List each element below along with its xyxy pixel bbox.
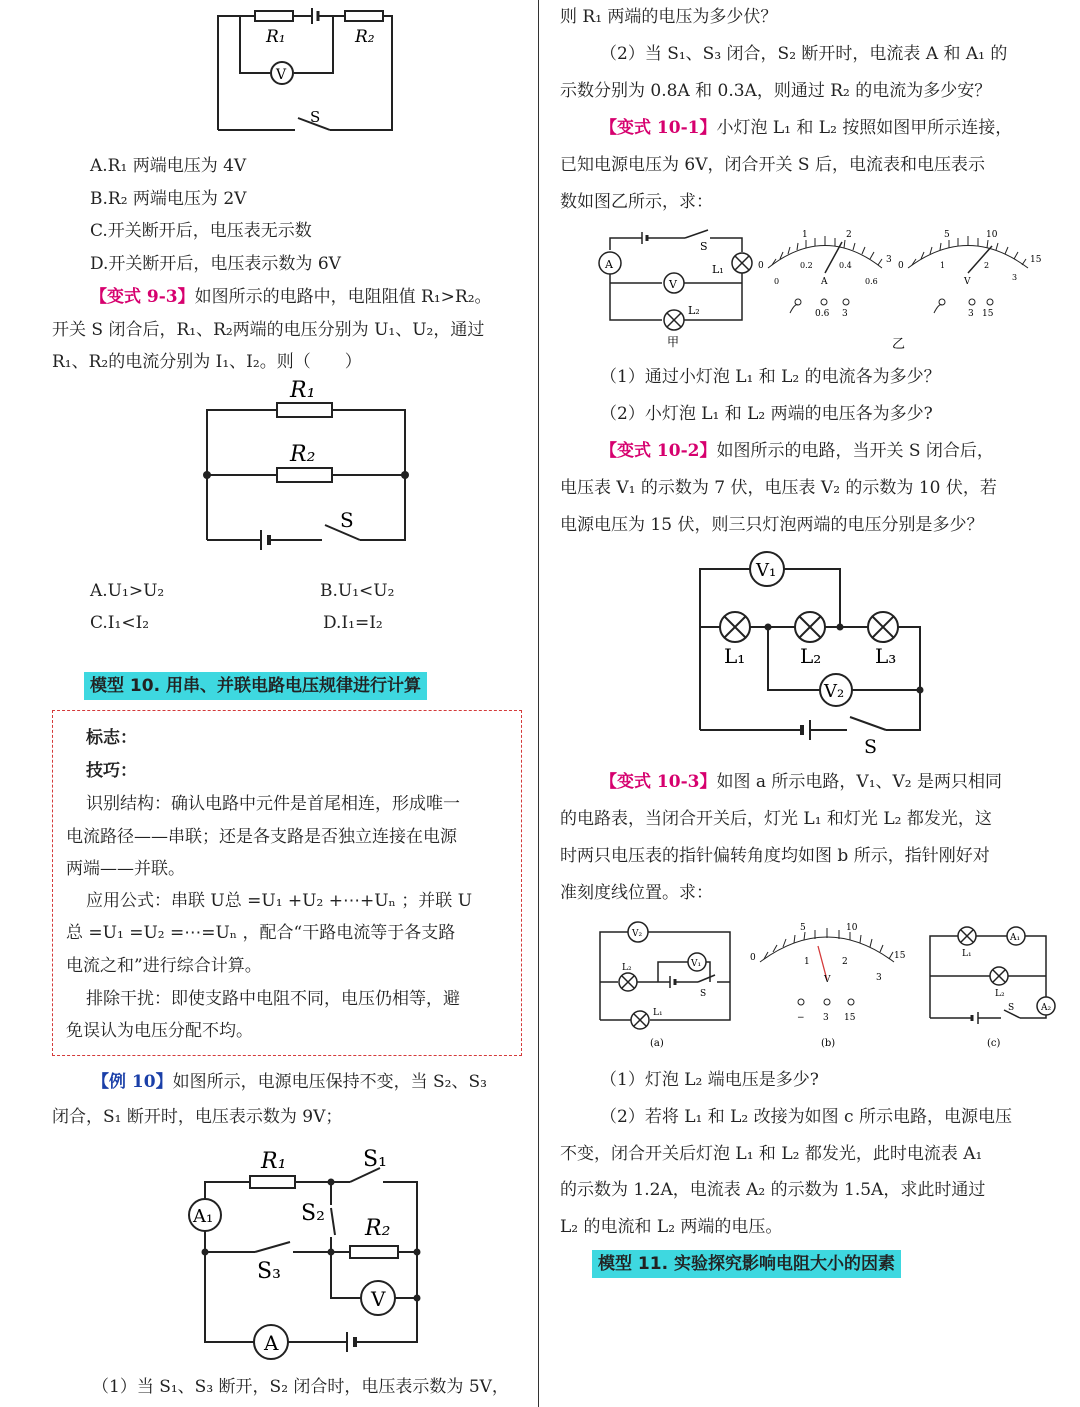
circuit-figure-9-3 (195, 375, 415, 555)
var-10-1-q2: （2）小灯泡 L₁ 和 L₂ 两端的电压各为多少? (600, 404, 933, 424)
circuit-figure-9-2 (200, 0, 410, 140)
option-c: C.I₁<I₂ (90, 613, 150, 633)
var-10-3-text1: 如图 a 所示电路，V₁、V₂ 是两只相同 (716, 772, 1002, 792)
model-10-title: 模型 10. 用串、并联电路电压规律进行计算 (84, 672, 427, 700)
ammeter-tick: 3 (886, 255, 892, 265)
option-a: A.R₁ 两端电压为 4V (90, 156, 247, 176)
dial-unit: V (824, 975, 831, 985)
voltmeter-v1-label: V₁ (756, 560, 777, 581)
option-d: D.I₁=I₂ (323, 613, 383, 633)
example-10-cont: 则 R₁ 两端的电压为多少伏？ (560, 7, 778, 27)
ammeter-tick: 1 (802, 230, 808, 240)
var-10-1-tag: 【变式 10-1】 (600, 118, 717, 138)
lamp-l1-label: L₁ (724, 644, 746, 668)
var-10-3-tag: 【变式 10-3】 (600, 772, 717, 792)
ammeter-tick-lower: 0 (774, 277, 780, 286)
voltmeter-unit: V (964, 277, 971, 287)
voltmeter-tick: 15 (1030, 255, 1042, 265)
column-divider (538, 0, 539, 1407)
tips-line: 应用公式：串联 U总 =U₁ +U₂ +⋯+Uₙ ；并联 U (86, 891, 473, 911)
dial-tick: 5 (800, 923, 806, 933)
voltmeter-tick: 5 (944, 230, 950, 240)
ammeter-tick-lower: 0.6 (865, 277, 878, 286)
caption-b: (b) (821, 1038, 836, 1049)
dial-tick: 15 (894, 951, 906, 961)
label-r1: R₁ (290, 378, 316, 403)
label-r1: R₁ (266, 27, 286, 47)
example-10-line2: 闭合，S₁ 断开时，电压表示数为 9V； (52, 1107, 343, 1127)
example-10-text1: 如图所示，电源电压保持不变，当 S₂、S₃ (172, 1072, 487, 1092)
dial-terminal: 3 (823, 1013, 829, 1023)
ammeter-tick: 2 (846, 230, 852, 240)
voltmeter-label: V (276, 67, 287, 83)
dial-tick: 10 (846, 923, 858, 933)
switch-label: S (700, 989, 707, 999)
var-10-2-line3: 电源电压为 15 伏，则三只灯泡两端的电压分别是多少？ (560, 515, 984, 535)
example-10-tag: 【例 10】 (92, 1072, 173, 1092)
dial-tick-lower: 2 (842, 957, 848, 967)
var-10-1-line1 (600, 116, 1012, 140)
var-10-3-line4: 准刻度线位置。求： (560, 883, 713, 903)
tips-line: 电流之和”进行综合计算。 (66, 956, 262, 976)
voltmeter-tick-lower: 1 (940, 261, 946, 270)
label-s1: S₁ (363, 1147, 387, 1172)
dial-tick: 0 (750, 953, 756, 963)
var-9-3-text1: 如图所示的电路中，电阻阻值 R₁>R₂。 (194, 287, 492, 307)
tips-line: 电流路径——串联；还是各支路是否独立连接在电源 (66, 827, 457, 847)
lamp-l1-label: L₁ (712, 263, 724, 276)
voltmeter-v2-label: V₂ (632, 929, 643, 939)
voltmeter-v1-label: V₁ (691, 959, 702, 969)
var-10-1-text1: 小灯泡 L₁ 和 L₂ 按照如图甲所示连接， (716, 118, 1013, 138)
switch-label: S (864, 736, 878, 758)
circuit-figure-10-2 (690, 555, 930, 758)
tips-sign-label: 标志： (86, 728, 137, 748)
ammeter-terminal: 3 (842, 309, 848, 319)
circuit-figure-10-3 (590, 920, 1065, 1055)
lamp-l3-label: L₃ (875, 644, 897, 668)
var-10-3-q2-line4: L₂ 的电流和 L₂ 两端的电压。 (560, 1217, 783, 1237)
ammeter-tick-lower: 0.2 (800, 261, 813, 270)
lamp-l1-label: L₁ (653, 1008, 663, 1018)
voltmeter-terminal: 15 (982, 309, 994, 319)
model-11-title: 模型 11. 实验探究影响电阻大小的因素 (592, 1250, 901, 1278)
var-10-3-q2-line3: 的示数为 1.2A，电流表 A₂ 的示数为 1.5A，求此时通过 (560, 1180, 986, 1200)
example-10-line1 (92, 1070, 487, 1094)
label-s3: S₃ (257, 1259, 281, 1284)
example-10-q2: （2）当 S₁、S₃ 闭合，S₂ 断开时，电流表 A 和 A₁ 的 (600, 44, 1008, 64)
var-10-3-line2: 的电路表，当闭合开关后，灯光 L₁ 和灯光 L₂ 都发光，这 (560, 809, 992, 829)
voltmeter-tick: 0 (898, 261, 904, 271)
voltmeter-tick-lower: 2 (984, 261, 990, 270)
tips-skill-label: 技巧： (86, 761, 137, 781)
var-10-1-line2: 已知电源电压为 6V，闭合开关 S 后，电流表和电压表示 (560, 155, 985, 175)
ammeter-a2-label: A₂ (1041, 1003, 1052, 1013)
ammeter-label: A (605, 258, 613, 271)
voltmeter-tick-lower: 3 (1012, 273, 1018, 282)
var-9-3-line3: R₁、R₂的电流分别为 I₁、I₂。则（ ） (52, 352, 362, 372)
var-9-3-tag: 【变式 9-3】 (90, 287, 195, 307)
switch-label: S (1008, 1003, 1015, 1013)
lamp-l2-label: L₂ (800, 644, 822, 668)
var-10-3-q2: （2）若将 L₁ 和 L₂ 改接为如图 c 所示电路，电源电压 (600, 1107, 1012, 1127)
tips-line: 两端——并联。 (66, 859, 185, 879)
lamp-l2-label: L₂ (688, 304, 700, 317)
figure-jia-label: 甲 (667, 335, 680, 349)
voltmeter-tick: 10 (986, 230, 998, 240)
option-d: D.开关断开后，电压表示数为 6V (90, 254, 341, 274)
var-9-3-line2: 开关 S 闭合后，R₁、R₂两端的电压分别为 U₁、U₂，通过 (52, 320, 485, 340)
voltmeter-v2-label: V₂ (824, 681, 845, 702)
caption-c: (c) (987, 1038, 1001, 1049)
dial-tick-lower: 3 (876, 973, 882, 983)
example-10-q1: （1）当 S₁、S₃ 断开，S₂ 闭合时，电压表示数为 5V， (92, 1377, 509, 1397)
var-10-3-line1 (600, 770, 1002, 794)
lamp-l2-label: L₂ (995, 989, 1005, 999)
option-c: C.开关断开后，电压表无示数 (90, 221, 312, 241)
tips-line: 识别结构：确认电路中元件是首尾相连，形成唯一 (86, 794, 460, 814)
ammeter-a1-label: A₁ (193, 1206, 214, 1227)
caption-a: (a) (650, 1038, 664, 1049)
var-10-1-q1: （1）通过小灯泡 L₁ 和 L₂ 的电流各为多少？ (600, 367, 941, 387)
var-10-2-tag: 【变式 10-2】 (600, 441, 717, 461)
lamp-l1-label: L₁ (962, 949, 972, 959)
dial-terminal: 15 (844, 1013, 856, 1023)
var-10-3-q2-line2: 不变，闭合开关后灯泡 L₁ 和 L₂ 都发光，此时电流表 A₁ (560, 1144, 983, 1164)
var-10-2-line1 (600, 439, 994, 463)
label-r2: R₂ (355, 27, 375, 47)
ammeter-unit: A (821, 277, 828, 287)
var-9-3-line1 (90, 285, 492, 309)
tips-line: 排除干扰：即使支路中电阻不同，电压仍相等，避 (86, 989, 460, 1009)
figure-yi-label: 乙 (892, 337, 906, 352)
label-r2: R₂ (365, 1216, 391, 1241)
ammeter-a-label: A (264, 1331, 279, 1355)
var-10-2-text1: 如图所示的电路，当开关 S 闭合后， (716, 441, 994, 461)
tips-line: 总 =U₁ =U₂ =⋯=Uₙ ，配合“干路电流等于各支路 (66, 923, 456, 943)
var-10-1-line3: 数如图乙所示，求： (560, 192, 713, 212)
option-b: B.R₂ 两端电压为 2V (90, 189, 247, 209)
switch-label: S (340, 508, 354, 532)
label-r2: R₂ (290, 442, 316, 467)
circuit-figure-10 (185, 1140, 445, 1370)
option-a: A.U₁>U₂ (90, 581, 165, 601)
tips-line: 免误认为电压分配不均。 (66, 1021, 253, 1041)
var-10-3-line3: 时两只电压表的指针偏转角度均如图 b 所示，指针刚好对 (560, 846, 990, 866)
dial-terminal: − (797, 1013, 805, 1023)
ammeter-tick-lower: 0.4 (839, 261, 852, 270)
switch-label: S (310, 108, 321, 126)
label-r1: R₁ (261, 1149, 287, 1174)
switch-label: S (700, 240, 708, 253)
ammeter-tick: 0 (758, 261, 764, 271)
voltmeter-label: V (669, 278, 677, 291)
voltmeter-terminal: 3 (968, 309, 974, 319)
var-10-3-q1: （1）灯泡 L₂ 端电压是多少? (600, 1070, 819, 1090)
circuit-figure-10-1 (590, 228, 1050, 356)
ammeter-a1-label: A₁ (1010, 933, 1021, 943)
label-s2: S₂ (301, 1201, 325, 1226)
option-b: B.U₁<U₂ (320, 581, 395, 601)
var-10-2-line2: 电压表 V₁ 的示数为 7 伏，电压表 V₂ 的示数为 10 伏，若 (560, 478, 997, 498)
dial-tick-lower: 1 (804, 957, 810, 967)
ammeter-terminal: 0.6 (815, 309, 830, 319)
lamp-l2-label: L₂ (622, 963, 632, 973)
voltmeter-label: V (371, 1287, 386, 1311)
example-10-q2-cont: 示数分别为 0.8A 和 0.3A，则通过 R₂ 的电流为多少安？ (560, 81, 992, 101)
